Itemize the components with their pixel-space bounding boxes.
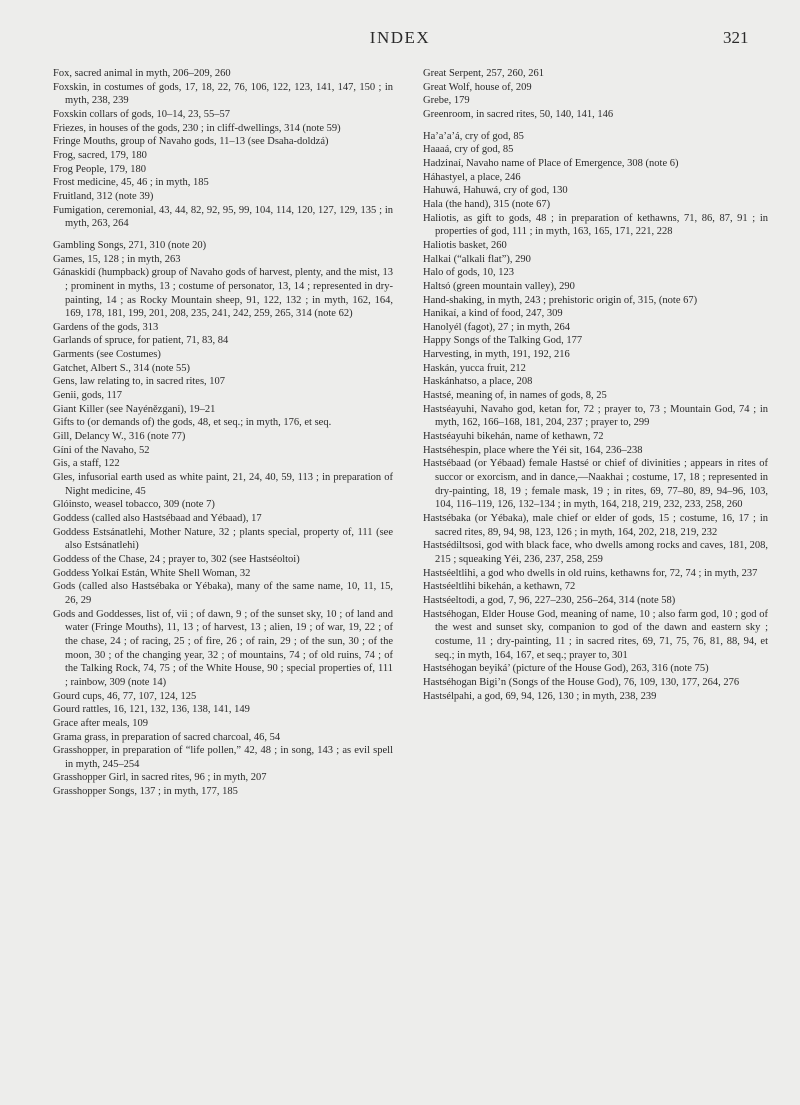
- index-entry: Fox, sacred animal in myth, 206–209, 260: [53, 68, 231, 79]
- index-entry: Great Serpent, 257, 260, 261: [423, 68, 545, 79]
- index-entry: Genii, gods, 117: [53, 390, 123, 402]
- index-entry: Hanikaí, a kind of food, 247, 309: [423, 308, 563, 320]
- index-entry: Háhastyel, a place, 246: [423, 171, 521, 183]
- index-entry: Fumigation, ceremonial, 43, 44, 82, 92, 95, 99, 104, 114, 120, 127, 129, 135 ; in myth, 263, 264: [53, 204, 393, 230]
- index-entry: Hastséayuhi bikehán, name of kethawn, 72: [423, 431, 604, 443]
- index-entry: Hanolyél (fagot), 27 ; in myth, 264: [423, 321, 570, 333]
- index-entry: Hastséhogan beyiká’ (picture of the House God), 263, 316 (note 75): [423, 663, 709, 675]
- page-header-title: INDEX: [369, 28, 431, 47]
- index-entry: Hala (the hand), 315 (note 67): [423, 198, 551, 210]
- index-entry: Gifts to (or demands of) the gods, 48, et seq.; in myth, 176, et seq.: [53, 417, 332, 429]
- index-entry: Great Wolf, house of, 209: [423, 81, 532, 93]
- index-entry: Grama grass, in preparation of sacred charcoal, 46, 54: [53, 731, 281, 743]
- index-column-left: [53, 67, 393, 799]
- index-entry: Haskánhatso, a place, 208: [423, 376, 533, 388]
- index-entry: Ha’a’a’á, cry of god, 85: [423, 130, 524, 142]
- index-entry: Goddess of the Chase, 24 ; prayer to, 302 (see Hastséoltoi): [53, 553, 300, 565]
- index-entry: Frog, sacred, 179, 180: [53, 149, 147, 161]
- index-entry: Gods and Goddesses, list of, vii ; of dawn, 9 ; of the sunset sky, 10 ; of land and water (Fringe Mouths), 11, 13 ; of harvest, 13 ; alien, 19 ; of war, 19, 22 ; of the chase, 24 ; of racing, 25 ; of fire, 26 ; of rain, 29 ; of the sun, 30 ; of the moon, 30 ; of the changing year, 32 ; of mountains, 74 ; of old ruins, 74 ; of the Talking Rock, 74, 75 ; of the White House, 90 ; special properties of, 111 ; rainbow, 309 (note 14): [53, 608, 393, 688]
- index-entry: Fruitland, 312 (note 39): [53, 190, 154, 202]
- index-entry: Haliotis basket, 260: [423, 239, 507, 251]
- index-entry: Gourd rattles, 16, 121, 132, 136, 138, 141, 149: [53, 704, 250, 716]
- index-entry: Gles, infusorial earth used as white paint, 21, 24, 40, 59, 113 ; in preparation of Night medicine, 45: [53, 472, 393, 497]
- index-entry: Goddess Yolkaí Están, White Shell Woman, 32: [53, 567, 251, 579]
- index-entry: Gardens of the gods, 313: [53, 321, 159, 333]
- index-entry: Gods (called also Hastsébaka or Yébaka), many of the same name, 10, 11, 15, 26, 29: [53, 581, 393, 606]
- index-entry: Gens, law relating to, in sacred rites, 107: [53, 376, 226, 388]
- page-number: 321: [723, 28, 749, 47]
- index-entry: Hastséeltlihi, a god who dwells in old ruins, kethawns for, 72, 74 ; in myth, 237: [423, 567, 758, 579]
- index-entry: Grebe, 179: [423, 95, 470, 107]
- index-entry: Gatchet, Albert S., 314 (note 55): [53, 362, 191, 374]
- section-gap: [423, 122, 768, 130]
- index-entry: Haliotis, as gift to gods, 48 ; in preparation of kethawns, 71, 86, 87, 91 ; in properties of god, 111 ; in myth, 163, 165, 171, 221, 228: [423, 212, 768, 238]
- index-entry: Greenroom, in sacred rites, 50, 140, 141, 146: [423, 108, 614, 120]
- index-entry: Gíni of the Navaho, 52: [53, 444, 150, 456]
- index-entry: Gánaskidí (humpback) group of Navaho gods of harvest, plenty, and the mist, 13 ; prominent in myths, 13 ; costume of personator, 13, 14 ; represented in dry-painting, 14 ; as Rocky Mountain sheep, 91, 122, 132 ; in myth, 162, 164, 169, 178, 181, 199, 201, 208, 235, 241, 242, 259, 265, 314 (note 62): [53, 267, 393, 320]
- index-entry: Halkai (“alkali flat”), 290: [423, 253, 531, 265]
- index-entry: Hastsé, meaning of, in names of gods, 8, 25: [423, 390, 607, 402]
- index-entry: Hastsédiltsosi, god with black face, who dwells among rocks and caves, 181, 208, 215 ; squeaking Yéi, 236, 237, 258, 259: [423, 540, 768, 565]
- index-entry: Haskán, yucca fruit, 212: [423, 362, 526, 374]
- index-entry: Hastséhogan Bigi’n (Songs of the House God), 76, 109, 130, 177, 264, 276: [423, 676, 740, 688]
- index-entry: Goddess (called also Hastsébaad and Yébaad), 17: [53, 513, 262, 524]
- index-entry: Hastséeltlihi bikehán, a kethawn, 72: [423, 581, 576, 593]
- index-entry: Hastsébaka (or Yébaka), male chief or elder of gods, 15 ; costume, 16, 17 ; in sacred rites, 89, 94, 98, 123, 126 ; in myth, 164, 202, 218, 219, 232: [423, 513, 768, 538]
- index-entry: Frost medicine, 45, 46 ; in myth, 185: [53, 177, 209, 189]
- index-entry: Haaaá, cry of god, 85: [423, 144, 514, 156]
- index-entry: Gis, a staff, 122: [53, 458, 120, 470]
- index-entry: Hand-shaking, in myth, 243 ; prehistoric origin of, 315, (note 67): [423, 294, 698, 306]
- index-entry: Hastsélpahi, a god, 69, 94, 126, 130 ; in myth, 238, 239: [423, 690, 657, 702]
- index-entry: Friezes, in houses of the gods, 230 ; in cliff-dwellings, 314 (note 59): [53, 122, 341, 134]
- index-entry: Hadzinaí, Navaho name of Place of Emergence, 308 (note 6): [423, 157, 679, 169]
- index-entry: Foxskin, in costumes of gods, 17, 18, 22, 76, 106, 122, 123, 141, 147, 150 ; in myth, 238, 239: [53, 81, 393, 107]
- index-entry: Grace after meals, 109: [53, 717, 149, 729]
- index-entry: Hastséeltodi, a god, 7, 96, 227–230, 256–264, 314 (note 58): [423, 594, 676, 606]
- index-entry: Glóinsto, weasel tobacco, 309 (note 7): [53, 499, 215, 511]
- section-gap: [53, 231, 393, 239]
- index-entry: Haltsó (green mountain valley), 290: [423, 280, 575, 292]
- index-entry: Gourd cups, 46, 77, 107, 124, 125: [53, 690, 197, 702]
- index-entry: Garlands of spruce, for patient, 71, 83, 84: [53, 335, 229, 347]
- index-entry: Frog People, 179, 180: [53, 163, 147, 175]
- index-entry: Halo of gods, 10, 123: [423, 267, 514, 279]
- index-entry: Gambling Songs, 271, 310 (note 20): [53, 239, 207, 251]
- index-entry: Happy Songs of the Talking God, 177: [423, 335, 583, 347]
- index-entry: Hastséhespin, place where the Yéi sit, 164, 236–238: [423, 444, 643, 456]
- index-entry: Gill, Delancy W., 316 (note 77): [53, 431, 186, 443]
- index-entry: Grasshopper, in preparation of “life pollen,” 42, 48 ; in song, 143 ; as evil spell in myth, 245–254: [53, 745, 393, 770]
- index-entry: Fringe Mouths, group of Navaho gods, 11–13 (see Dsaha-doldzá): [53, 136, 329, 148]
- index-entry: Hastséhogan, Elder House God, meaning of name, 10 ; also farm god, 10 ; god of the west and sunset sky, companion to god of the dawn and eastern sky ; costume, 11 ; dry-painting, 11 ; in sacred rites, 69, 71, 75, 76, 81, 88, 94, et seq.; in myth, 164, 167, et seq.; prayer to, 301: [423, 608, 768, 661]
- index-entry: Harvesting, in myth, 191, 192, 216: [423, 349, 570, 361]
- index-entry: Giant Killer (see Nayénězgani), 19–21: [53, 403, 216, 415]
- index-entry: Games, 15, 128 ; in myth, 263: [53, 253, 181, 265]
- index-column-right: [423, 67, 768, 703]
- index-entry: Grasshopper Songs, 137 ; in myth, 177, 185: [53, 786, 238, 798]
- index-entry: Hahuwá, Hahuwá, cry of god, 130: [423, 185, 568, 197]
- index-entry: Grasshopper Girl, in sacred rites, 96 ; in myth, 207: [53, 772, 267, 784]
- index-entry: Garments (see Costumes): [53, 349, 161, 361]
- index-entry: Goddess Estsánatlehi, Mother Nature, 32 ; plants special, property of, 111 (see also Estsánatlehi): [53, 526, 393, 552]
- index-entry: Hastséayuhi, Navaho god, ketan for, 72 ; prayer to, 73 ; Mountain God, 74 ; in myth, 162, 166–168, 181, 204, 237 ; prayer to, 299: [423, 403, 768, 429]
- index-entry: Foxskin collars of gods, 10–14, 23, 55–57: [53, 108, 231, 120]
- index-entry: Hastsébaad (or Yébaad) female Hastsé or chief of divinities ; appears in rites of succor or exorcism, and in dance,—Naakhai ; costume, 17, 18 ; represented in dry-painting, 18, 19 ; female mask, 19 ; in rites, 69, 77–80, 89, 94–96, 103, 104, 116–119, 126, 132–134 ; in myth, 164, 218, 219, 232, 233, 258, 260: [423, 458, 768, 511]
